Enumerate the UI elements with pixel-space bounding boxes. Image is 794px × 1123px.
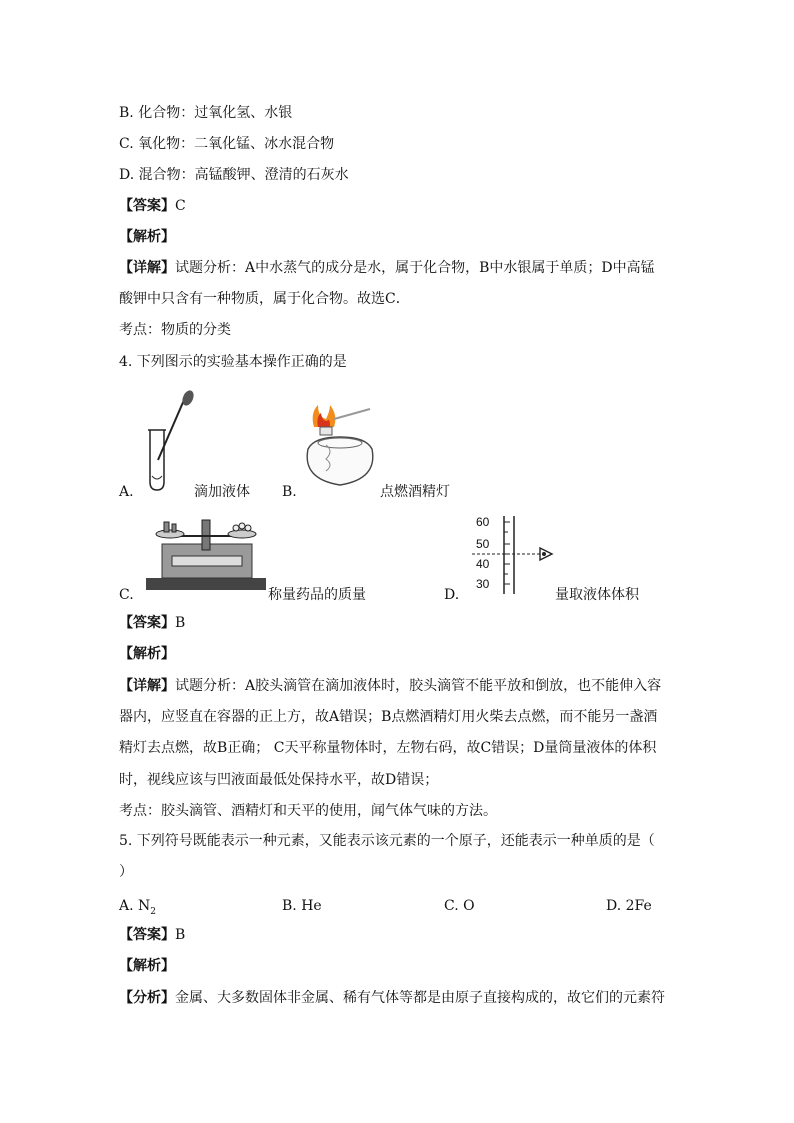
answer-tag: 【答案】 xyxy=(119,615,175,631)
tick-label-30: 30 xyxy=(476,577,490,591)
q4-stem: 4. 下列图示的实验基本操作正确的是 xyxy=(119,354,347,370)
tick-label-60: 60 xyxy=(476,515,490,529)
q5-option-a: A. $N_2$ xyxy=(119,898,156,917)
q3-point: 考点：物质的分类 xyxy=(119,322,231,338)
q5-stem-line2: ） xyxy=(119,864,133,880)
q4-analysis-tag: 【解析】 xyxy=(119,646,175,662)
q4-answer xyxy=(119,613,185,633)
q4-option-c-letter: C. xyxy=(119,587,134,603)
q5-analysis-line1: 【分析】金属、大多数固体非金属、稀有气体等都是由原子直接构成的，故它们的元素符 xyxy=(119,990,665,1006)
q4-detail-line4: 时，视线应该与凹液面最低处保持水平，故D错误； xyxy=(119,772,439,788)
answer-tag: 【答案】 xyxy=(119,198,175,214)
q4-option-c-caption: 称量药品的质量 xyxy=(268,587,366,603)
q5-option-d: D. 2Fe xyxy=(606,898,652,914)
q4-detail-line2: 器内，应竖直在容器的正上方，故A错误；B点燃酒精灯用火柴去点燃，而不能另一盏酒 xyxy=(119,709,658,725)
detail-tag: 【详解】 xyxy=(119,678,175,694)
tick-label-50: 50 xyxy=(476,537,490,551)
cylinder-tick-labels xyxy=(476,515,490,591)
q4-option-a-letter: A. xyxy=(119,484,134,500)
q3-option-c: C. 氧化物：二氧化锰、冰水混合物 xyxy=(119,136,335,152)
q3-option-d: D. 混合物：高锰酸钾、澄清的石灰水 xyxy=(119,167,349,183)
q4-option-b-caption: 点燃酒精灯 xyxy=(380,484,450,500)
balance-figure xyxy=(146,516,266,591)
q3-detail-line1: 【详解】试题分析：A中水蒸气的成分是水，属于化合物，B中水银属于单质；D中高锰 xyxy=(119,260,655,276)
q5-option-b: B. He xyxy=(282,898,322,914)
q4-option-d-caption: 量取液体体积 xyxy=(555,587,639,603)
detail-tag: 【详解】 xyxy=(119,260,175,276)
q5-answer xyxy=(119,925,185,945)
tick-label-40: 40 xyxy=(476,557,490,571)
answer-value: B xyxy=(175,927,186,943)
subscript: 2 xyxy=(150,906,156,917)
q3-answer xyxy=(119,196,186,216)
answer-tag: 【答案】 xyxy=(119,927,175,943)
q3-option-b: B. 化合物：过氧化氢、水银 xyxy=(119,105,293,121)
q4-detail-line1: 【详解】试题分析：A胶头滴管在滴加液体时，胶头滴管不能平放和倒放，也不能伸入容 xyxy=(119,678,662,694)
q3-analysis-tag: 【解析】 xyxy=(119,229,175,245)
q4-detail-line3: 精灯去点燃，故B正确； C天平称量物体时，左物右码，故C错误；D量筒量液体的体积 xyxy=(119,740,657,756)
analysis-sub-tag: 【分析】 xyxy=(119,990,175,1006)
q4-point: 考点：胶头滴管、酒精灯和天平的使用，闻气体气味的方法。 xyxy=(119,803,497,819)
q5-stem-line1: 5. 下列符号既能表示一种元素，又能表示该元素的一个原子，还能表示一种单质的是（ xyxy=(119,833,655,849)
q4-option-a-caption: 滴加液体 xyxy=(194,484,250,500)
q4-option-b-letter: B. xyxy=(282,484,297,500)
dropper-testtube-figure xyxy=(140,390,200,495)
answer-value: B xyxy=(175,615,186,631)
q5-option-c: C. O xyxy=(444,898,475,914)
alcohol-lamp-figure xyxy=(300,405,380,490)
q5-analysis-tag: 【解析】 xyxy=(119,958,175,974)
answer-value: C xyxy=(175,198,186,214)
measuring-cylinder-figure xyxy=(470,512,570,596)
q3-detail-line2: 酸钾中只含有一种物质，属于化合物。故选C． xyxy=(119,291,410,307)
q4-option-d-letter: D. xyxy=(444,587,460,603)
